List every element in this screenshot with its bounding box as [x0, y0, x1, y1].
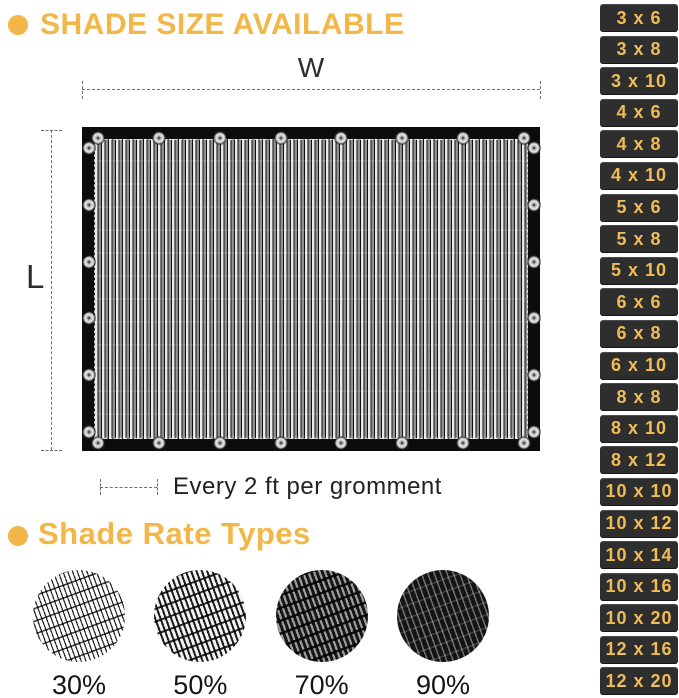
grommet-spacing-left-tick: [100, 479, 101, 495]
shade-net-mesh: [94, 139, 528, 439]
size-chip: 4 x 6: [600, 99, 678, 127]
fabric-swatch-icon: [33, 570, 125, 662]
size-chip: 3 x 6: [600, 4, 678, 32]
shade-rate-70: [276, 570, 368, 698]
grommet-icon: [83, 199, 95, 211]
grommet-icon: [528, 369, 540, 381]
shade-rate-label: 70%: [294, 670, 349, 698]
size-list: [600, 0, 678, 695]
grommet-icon: [528, 142, 540, 154]
grommet-icon: [214, 437, 226, 449]
size-chip: 10 x 14: [600, 541, 678, 569]
grommet-icon: [528, 312, 540, 324]
size-chip: 4 x 10: [600, 162, 678, 190]
grommet-icon: [92, 132, 104, 144]
bullet-icon: [8, 15, 28, 35]
grommet-icon: [83, 426, 95, 438]
shade-rate-30: [33, 570, 125, 698]
shade-size-title: SHADE SIZE AVAILABLE: [40, 8, 405, 41]
width-dimension-line: [82, 89, 540, 90]
fabric-swatch-icon: [276, 570, 368, 662]
grommet-icon: [83, 142, 95, 154]
grommet-icon: [83, 256, 95, 268]
grommet-note: Every 2 ft per gromment: [173, 473, 442, 500]
grommet-icon: [457, 437, 469, 449]
grommet-icon: [518, 437, 530, 449]
size-chip: 5 x 10: [600, 257, 678, 285]
grommet-icon: [528, 199, 540, 211]
length-dimension-label: L: [26, 258, 45, 295]
grommet-icon: [518, 132, 530, 144]
length-dimension-line: [51, 130, 52, 450]
fabric-swatch-icon: [397, 570, 489, 662]
size-chip: 6 x 8: [600, 320, 678, 348]
length-line-bottom-tick: [41, 450, 62, 451]
grommet-icon: [528, 256, 540, 268]
bullet-icon: [8, 526, 28, 546]
width-line-right-tick: [540, 81, 541, 99]
shade-rate-90: [397, 570, 489, 698]
size-chip: 10 x 10: [600, 478, 678, 506]
shade-rate-label: 50%: [173, 670, 228, 698]
size-chip: 5 x 6: [600, 194, 678, 222]
size-chip: 10 x 20: [600, 604, 678, 632]
shade-rate-title: Shade Rate Types: [38, 516, 311, 551]
size-chip: 3 x 8: [600, 36, 678, 64]
size-chip: 8 x 8: [600, 383, 678, 411]
grommet-icon: [396, 437, 408, 449]
size-chip: 6 x 10: [600, 352, 678, 380]
fabric-swatch-icon: [154, 570, 246, 662]
grommet-icon: [528, 426, 540, 438]
size-chip: 12 x 16: [600, 636, 678, 664]
shade-net: [82, 127, 540, 451]
size-chip: 5 x 8: [600, 225, 678, 253]
grommet-icon: [153, 437, 165, 449]
grommet-icon: [153, 132, 165, 144]
grommet-icon: [214, 132, 226, 144]
grommet-icon: [275, 132, 287, 144]
grommet-icon: [335, 437, 347, 449]
width-line-left-tick: [82, 81, 83, 99]
size-chip: 10 x 12: [600, 510, 678, 538]
shade-rate-50: [154, 570, 246, 698]
shade-rate-row: [33, 570, 489, 698]
grommet-icon: [275, 437, 287, 449]
grommet-icon: [92, 437, 104, 449]
size-chip: 12 x 20: [600, 667, 678, 695]
grommet-spacing-line: [100, 487, 157, 488]
shade-rate-label: 90%: [415, 670, 470, 698]
shade-rate-label: 30%: [51, 670, 107, 698]
size-chip: 4 x 8: [600, 130, 678, 158]
size-chip: 10 x 16: [600, 573, 678, 601]
size-chip: 3 x 10: [600, 67, 678, 95]
size-chip: 8 x 10: [600, 415, 678, 443]
length-line-top-tick: [41, 130, 62, 131]
size-chip: 8 x 12: [600, 446, 678, 474]
width-dimension-label: W: [297, 52, 325, 83]
size-chip: 6 x 6: [600, 288, 678, 316]
grommet-spacing-right-tick: [157, 479, 158, 495]
